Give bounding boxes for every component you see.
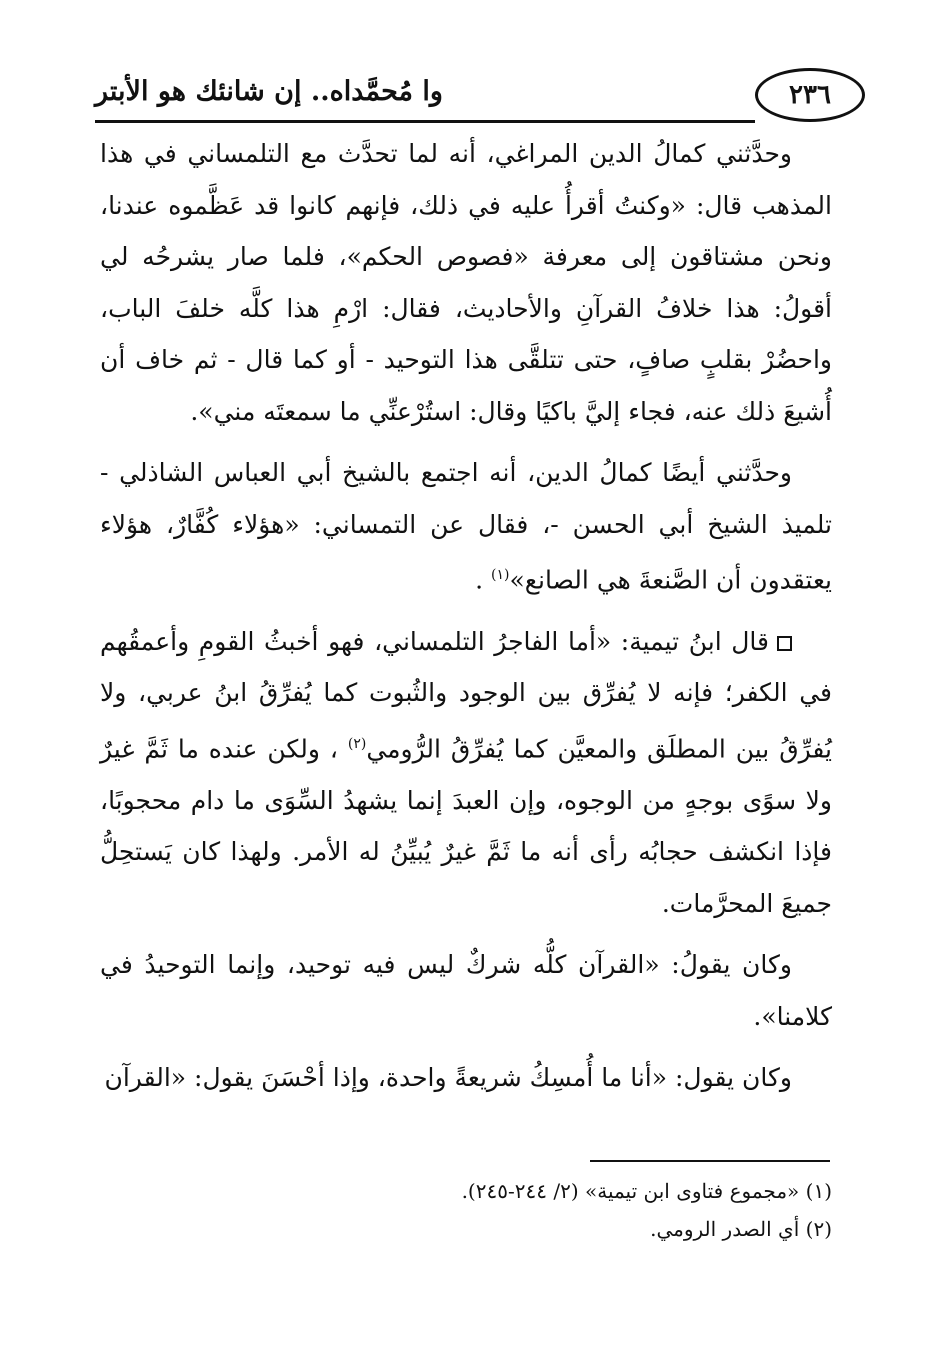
paragraph-5 xyxy=(100,1052,832,1104)
paragraph-text-tail: ، ولكن عنده ما ثَمَّ غيرٌ ولا سوًى بوجهٍ من الوجوه، وإن العبدَ إنما يشهدُ السِّوَى ما دام محجوبًا، فإذا انكشف حجابُه رأى أنه ما ثَمَّ غيرٌ يُبيِّنُ له الأمر. ولهذا كان يَستحِلُّ جميعَ المحرَّمات. xyxy=(100,734,832,918)
paragraph-2 xyxy=(100,447,832,606)
paragraph-text: وكان يقولُ: «القرآن كلُّه شركٌ ليس فيه توحيد، وإنما التوحيدُ في كلامنا». xyxy=(100,950,832,1031)
running-title: وا مُحمَّداه.. إن شانئك هو الأبتر xyxy=(95,76,443,107)
section-marker-icon xyxy=(777,636,792,651)
paragraph-4 xyxy=(100,939,832,1042)
page-number: ٢٣٦ xyxy=(755,68,865,122)
footnotes xyxy=(200,1172,832,1248)
header-rule xyxy=(95,120,755,123)
footnote-rule xyxy=(590,1160,830,1162)
footnote-ref: (١) xyxy=(490,567,510,583)
paragraph-3 xyxy=(100,616,832,929)
paragraph-text-tail: . xyxy=(475,565,491,595)
paragraph-text: وكان يقول: «أنا ما أُمسِكُ شريعةً واحدة، وإذا أحْسَنَ يقول: «القرآن xyxy=(104,1063,792,1093)
footnote-ref: (٢) xyxy=(347,735,367,752)
main-text xyxy=(100,128,832,1114)
paragraph-text: وحدَّثني كمالُ الدين المراغي، أنه لما تحدَّث مع التلمساني في هذا المذهب قال: «وكنتُ أقرأُ عليه في ذلك، فإنهم كانوا قد عَظَّموه عندنا، ونحن مشتاقون إلى معرفة «فصوص الحكم»، فلما صار يشرحُه لي أقولُ: هذا خلافُ القرآنِ والأحاديث، فقال: ارْمِ هذا كلَّه خلفَ الباب، واحضُرْ بقلبٍ صافٍ، حتى تتلقَّى هذا التوحيد - أو كما قال - ثم خاف أن أُشيعَ ذلك عنه، فجاء إليَّ باكيًا وقال: استُرْعنِّي ما سمعتَه مني». xyxy=(100,139,832,426)
paragraph-text: وحدَّثني أيضًا كمالُ الدين، أنه اجتمع بالشيخ أبي العباس الشاذلي - تلميذ الشيخ أبي الحسن -، فقال عن التمساني: «هؤلاء كُفَّارٌ، هؤلاء يعتقدون أن الصَّنعةَ هي الصانع» xyxy=(100,458,832,595)
running-header xyxy=(95,62,865,128)
footnote-2: (٢) أي الصدر الرومي. xyxy=(650,1217,832,1241)
paragraph-1 xyxy=(100,128,832,437)
footnote-1: (١) «مجموع فتاوى ابن تيمية» (٢/ ٢٤٤-٢٤٥). xyxy=(461,1179,832,1203)
paragraph-text: قال ابنُ تيمية: «أما الفاجرُ التلمساني، فهو أخبثُ القومِ وأعمقُهم في الكفر؛ فإنه لا يُفرِّق بين الوجود والثُبوت كما يُفرِّقُ ابنُ عربي، ولا يُفرِّقُ بين المطلَق والمعيَّن كما يُفرِّقُ الرُّومي xyxy=(100,626,832,764)
